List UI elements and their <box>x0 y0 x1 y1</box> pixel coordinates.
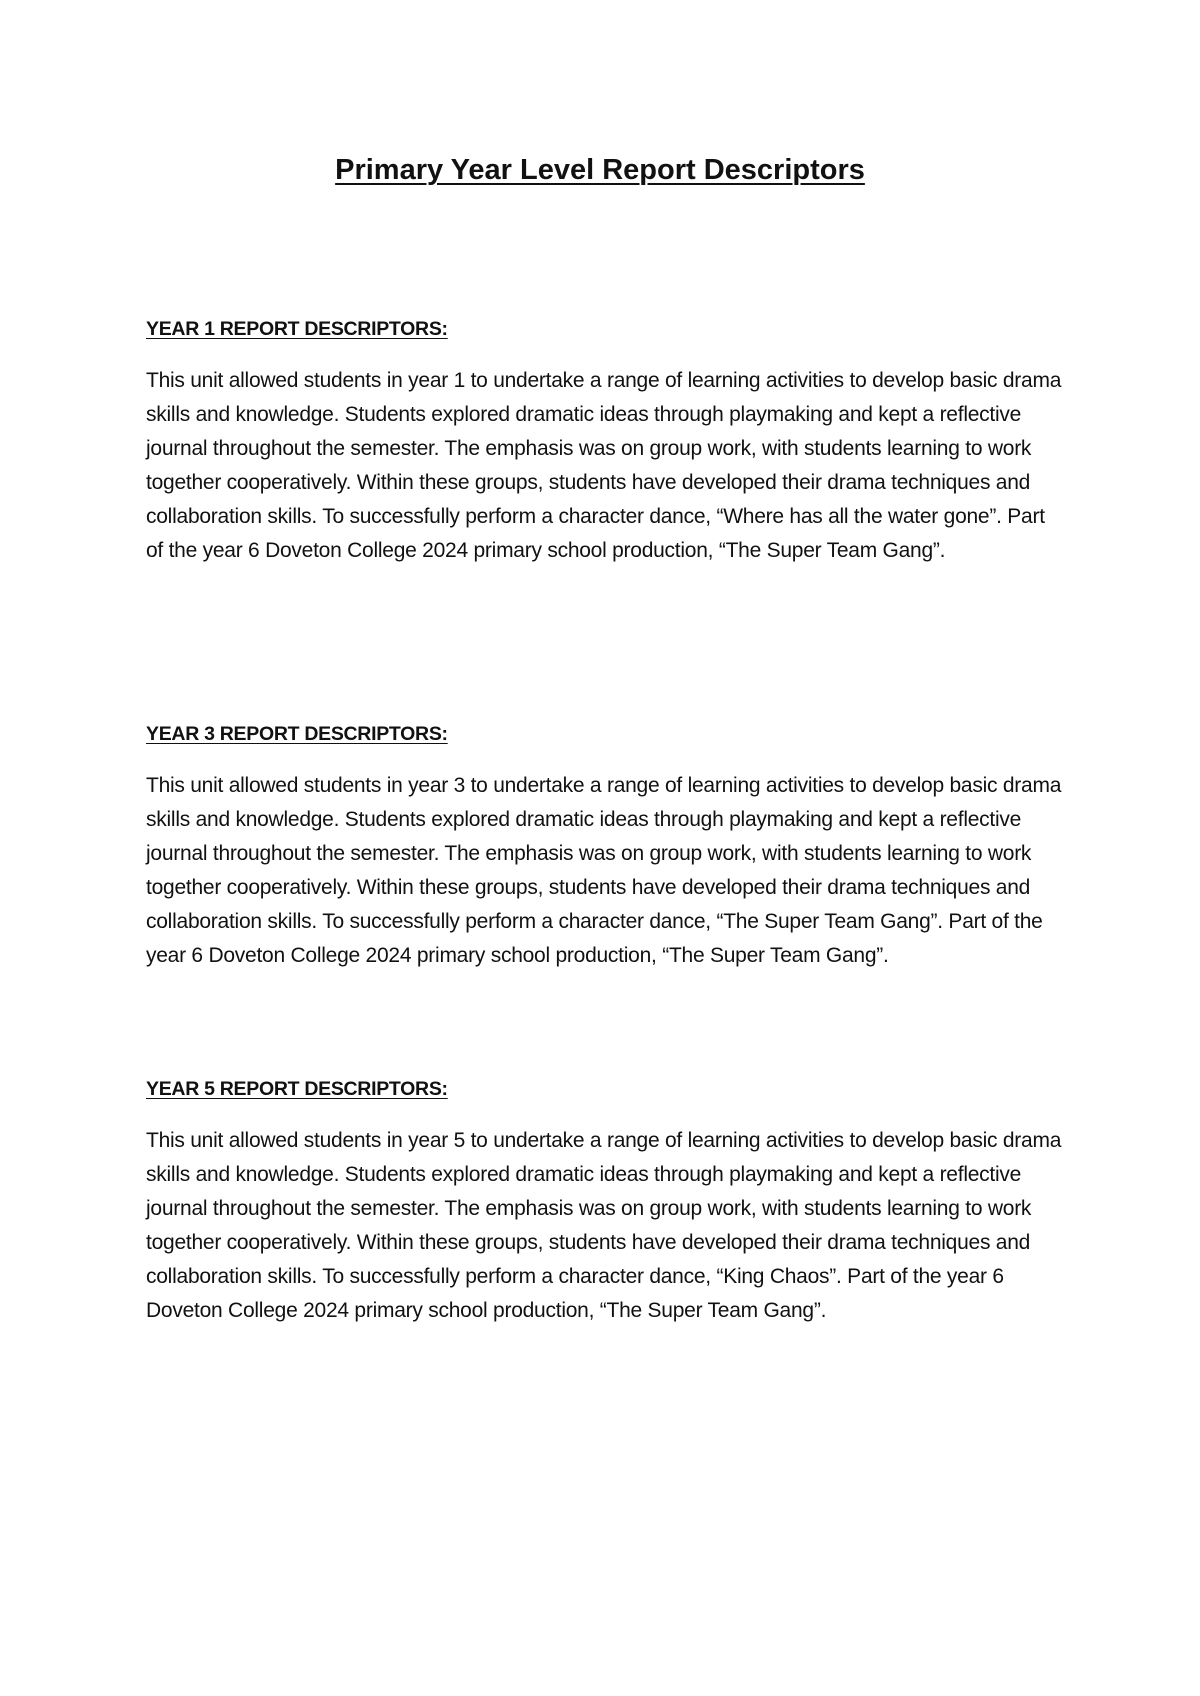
year-1-section <box>146 316 1066 568</box>
year-5-description: This unit allowed students in year 5 to undertake a range of learning activities to develop basic drama skills and knowledge. Students explored dramatic ideas through playmaking and kept a reflective journal throughout the semester. The emphasis was on group work, with students learning to work together cooperatively. Within these groups, students have developed their drama techniques and collaboration skills. To successfully perform a character dance, “King Chaos”. Part of the year 6 Doveton College 2024 primary school production, “The Super Team Gang”. <box>146 1129 1062 1322</box>
year-3-description: This unit allowed students in year 3 to undertake a range of learning activities to develop basic drama skills and knowledge. Students explored dramatic ideas through playmaking and kept a reflective journal throughout the semester. The emphasis was on group work, with students learning to work together cooperatively. Within these groups, students have developed their drama techniques and collaboration skills. To successfully perform a character dance, “The Super Team Gang”. Part of the year 6 Doveton College 2024 primary school production, “The Super Team Gang”. <box>146 774 1062 967</box>
year-3-section <box>146 721 1066 973</box>
document-title: Primary Year Level Report Descriptors <box>335 154 865 186</box>
year-1-heading: YEAR 1 REPORT DESCRIPTORS: <box>146 318 448 340</box>
year-1-description: This unit allowed students in year 1 to undertake a range of learning activities to develop basic drama skills and knowledge. Students explored dramatic ideas through playmaking and kept a reflective journal throughout the semester. The emphasis was on group work, with students learning to work together cooperatively. Within these groups, students have developed their drama techniques and collaboration skills. To successfully perform a character dance, “Where has all the water gone”. Part of the year 6 Doveton College 2024 primary school production, “The Super Team Gang”. <box>146 369 1062 562</box>
year-5-heading: YEAR 5 REPORT DESCRIPTORS: <box>146 1078 448 1100</box>
year-5-section <box>146 1076 1066 1328</box>
year-3-heading: YEAR 3 REPORT DESCRIPTORS: <box>146 723 448 745</box>
